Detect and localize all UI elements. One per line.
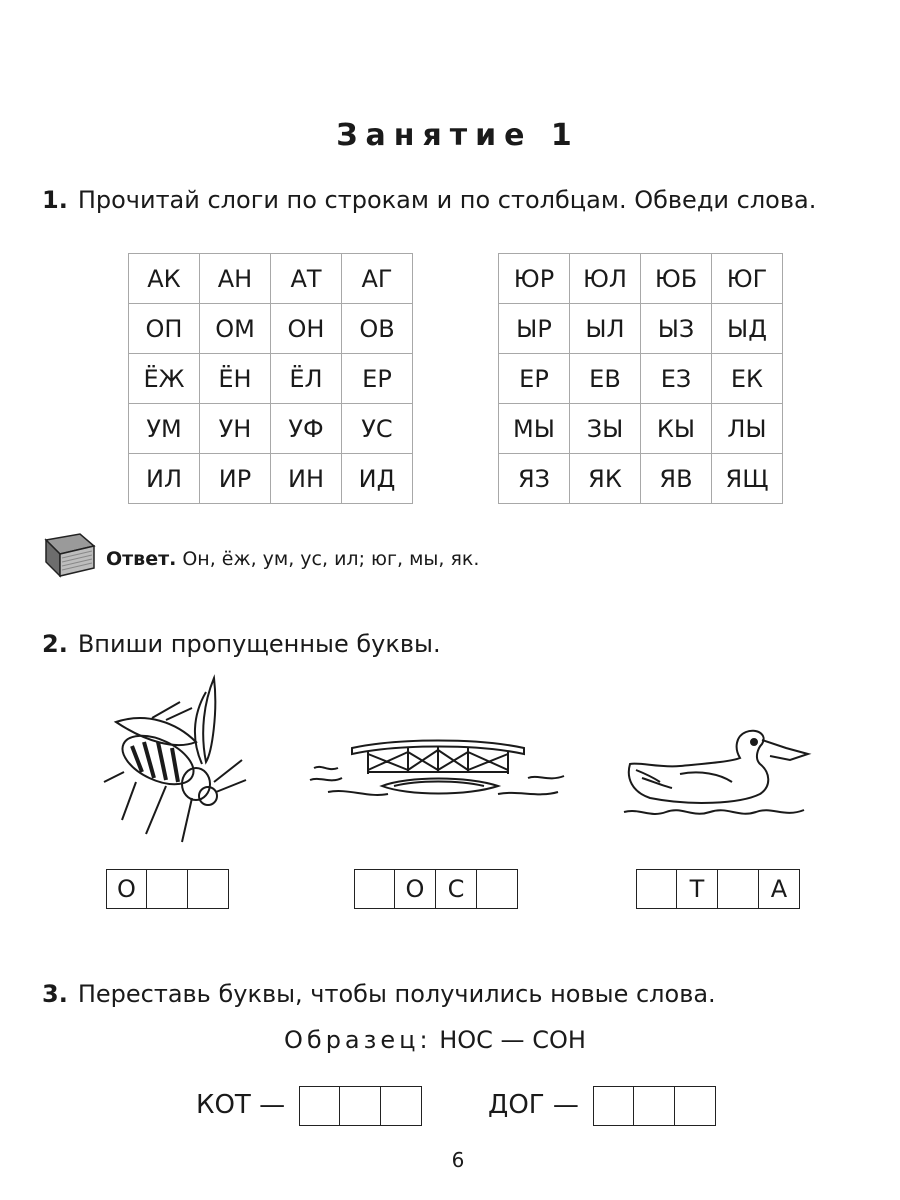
- answer-letter-box[interactable]: [675, 1086, 716, 1126]
- syllable-cell: ЁН: [200, 354, 271, 404]
- answer-boxes-1: [299, 1086, 422, 1126]
- syllable-cell: ОН: [271, 304, 342, 354]
- task-3-word-1: КОТ —: [196, 1090, 286, 1120]
- task-1-heading: [42, 186, 816, 214]
- letter-box[interactable]: [147, 869, 188, 909]
- syllable-cell: ЫЗ: [641, 304, 712, 354]
- syllable-cell: ЕР: [499, 354, 570, 404]
- answer-letter-box[interactable]: [299, 1086, 340, 1126]
- answer-boxes-2: [593, 1086, 716, 1126]
- syllable-cell: АК: [129, 254, 200, 304]
- syllable-cell: ИН: [271, 454, 342, 504]
- bridge-illustration: [308, 738, 570, 810]
- answer-text: Он, ёж, ум, ус, ил; юг, мы, як.: [182, 548, 480, 570]
- grid-row: [129, 254, 413, 304]
- syllable-cell: АТ: [271, 254, 342, 304]
- task-1-answer: [106, 548, 479, 570]
- syllable-cell: МЫ: [499, 404, 570, 454]
- syllable-cell: ЁЖ: [129, 354, 200, 404]
- task-3-number: 3.: [42, 980, 68, 1008]
- syllable-cell: ИД: [342, 454, 413, 504]
- syllable-cell: ЯЗ: [499, 454, 570, 504]
- task-1-number: 1.: [42, 186, 68, 214]
- syllable-cell: ЮГ: [712, 254, 783, 304]
- answer-letter-box[interactable]: [340, 1086, 381, 1126]
- grid-row: [499, 354, 783, 404]
- task-2-text: Впиши пропущенные буквы.: [77, 630, 441, 658]
- grid-row: [129, 404, 413, 454]
- lesson-title: Занятие 1: [336, 118, 580, 153]
- syllable-cell: УМ: [129, 404, 200, 454]
- syllable-cell: АН: [200, 254, 271, 304]
- task-1-text: Прочитай слоги по строкам и по столбцам. Обведи слова.: [77, 186, 817, 214]
- duck-illustration: [620, 728, 816, 828]
- letter-box[interactable]: А: [759, 869, 800, 909]
- syllable-cell: ЫЛ: [570, 304, 641, 354]
- syllable-cell: ЯЩ: [712, 454, 783, 504]
- sample-line: [284, 1026, 586, 1054]
- syllable-cell: УФ: [271, 404, 342, 454]
- grid-row: [499, 454, 783, 504]
- grid-row: [129, 354, 413, 404]
- grid-row: [499, 404, 783, 454]
- grid-row: [499, 304, 783, 354]
- letter-box[interactable]: [718, 869, 759, 909]
- task-3-text: Переставь буквы, чтобы получились новые слова.: [77, 980, 716, 1008]
- syllable-cell: ЯК: [570, 454, 641, 504]
- syllable-cell: ОП: [129, 304, 200, 354]
- syllable-cell: ЮР: [499, 254, 570, 304]
- syllable-cell: УН: [200, 404, 271, 454]
- syllable-cell: АГ: [342, 254, 413, 304]
- syllable-cell: ОВ: [342, 304, 413, 354]
- syllable-grid-left: [128, 253, 413, 504]
- letter-box[interactable]: [636, 869, 677, 909]
- grid-row: [129, 304, 413, 354]
- syllable-cell: ЫР: [499, 304, 570, 354]
- answer-letter-box[interactable]: [634, 1086, 675, 1126]
- letter-box[interactable]: [477, 869, 518, 909]
- grid-row: [129, 454, 413, 504]
- answer-letter-box[interactable]: [593, 1086, 634, 1126]
- syllable-cell: ЫД: [712, 304, 783, 354]
- sample-text: НОС — СОН: [439, 1026, 586, 1054]
- letter-box[interactable]: [188, 869, 229, 909]
- syllable-cell: КЫ: [641, 404, 712, 454]
- answer-letter-box[interactable]: [381, 1086, 422, 1126]
- bee-illustration: [96, 672, 256, 847]
- letter-box[interactable]: О: [395, 869, 436, 909]
- syllable-cell: ЕЗ: [641, 354, 712, 404]
- task-3-heading: [42, 980, 716, 1008]
- syllable-cell: ЕР: [342, 354, 413, 404]
- syllable-cell: ИР: [200, 454, 271, 504]
- sample-label: Образец:: [284, 1026, 432, 1054]
- answer-label: Ответ.: [106, 548, 177, 570]
- letter-box[interactable]: [354, 869, 395, 909]
- syllable-cell: ЯВ: [641, 454, 712, 504]
- word-boxes-3: [636, 869, 800, 909]
- letter-box[interactable]: О: [106, 869, 147, 909]
- syllable-cell: ЮЛ: [570, 254, 641, 304]
- syllable-cell: ЁЛ: [271, 354, 342, 404]
- syllable-cell: ИЛ: [129, 454, 200, 504]
- task-3-word-2: ДОГ —: [488, 1090, 579, 1120]
- syllable-cell: ЛЫ: [712, 404, 783, 454]
- task-2-number: 2.: [42, 630, 68, 658]
- page-number: 6: [451, 1148, 465, 1172]
- syllable-cell: ЕК: [712, 354, 783, 404]
- letter-box[interactable]: Т: [677, 869, 718, 909]
- syllable-cell: ОМ: [200, 304, 271, 354]
- word-boxes-1: [106, 869, 229, 909]
- syllable-cell: УС: [342, 404, 413, 454]
- grid-row: [499, 254, 783, 304]
- letter-box[interactable]: С: [436, 869, 477, 909]
- syllable-cell: ЗЫ: [570, 404, 641, 454]
- syllable-cell: ЕВ: [570, 354, 641, 404]
- task-2-heading: [42, 630, 441, 658]
- book-icon: [40, 530, 100, 582]
- syllable-cell: ЮБ: [641, 254, 712, 304]
- word-boxes-2: [354, 869, 518, 909]
- syllable-grid-right: [498, 253, 783, 504]
